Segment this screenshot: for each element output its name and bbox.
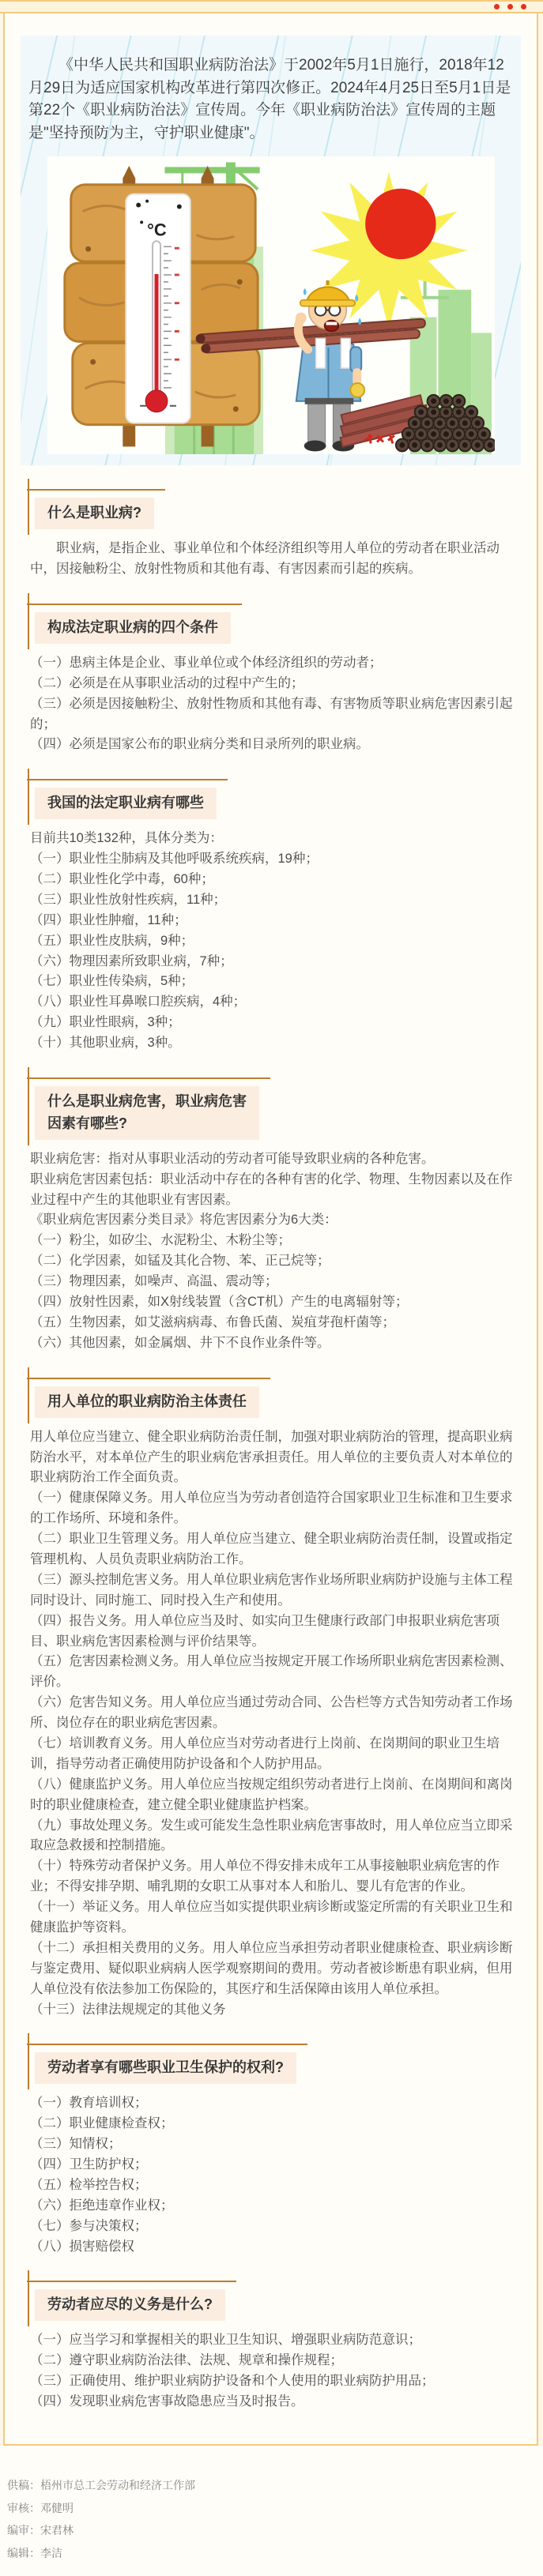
body-paragraph: （一）粉尘，如矽尘、水泥粉尘、木粉尘等； [30,1233,291,1248]
section-body [30,2330,513,2412]
body-paragraph: （九）事故处理义务。发生或可能发生急性职业病危害事故时，用人单位应当立即采取应急救援和控制措施。 [30,1818,513,1853]
bracket-line-icon [28,2033,29,2089]
article-section [30,779,513,1054]
heat-work-illustration [47,156,495,454]
credit-value: 李洁 [40,2546,62,2559]
section-title: 劳动者享有哪些职业卫生保护的权利? [35,2052,296,2084]
window-titlebar [0,0,543,13]
body-paragraph: （三）必须是因接触粉尘、放射性物质和其他有毒、有害物质等职业病危害因素引起的； [30,696,513,731]
section-title: 用人单位的职业病防治主体责任 [35,1386,259,1418]
article-section [30,604,513,755]
body-paragraph: （六）拒绝违章作业权； [30,2198,174,2213]
body-paragraph: （六）物理因素所致职业病，7种； [30,953,233,968]
section-header [27,1077,270,1140]
bracket-line-icon [28,2270,29,2326]
credit-label: 编辑 [7,2546,29,2559]
section-title: 什么是职业病? [35,498,154,529]
body-paragraph: （八）健康监护义务。用人单位应当按规定组织劳动者进行上岗前、在岗期间和离岗时的职业健康检查，建立健全职业健康监护档案。 [30,1777,513,1812]
section-header [27,489,165,529]
body-paragraph: （四）报告义务。用人单位应当及时、如实向卫生健康行政部门申报职业病危害项目、职业病危害因素检测与评价结果等。 [30,1613,500,1649]
credit-label: 供稿 [7,2478,29,2491]
section-title: 我国的法定职业病有哪些 [35,788,217,819]
body-paragraph: （一）健康保障义务。用人单位应当为劳动者创造符合国家职业卫生标准和卫生要求的工作场所、环境和条件。 [30,1491,513,1526]
body-paragraph: 职业病危害：指对从事职业活动的劳动者可能导致职业病的各种危害。 [30,1151,435,1166]
section-body [30,1149,513,1354]
body-paragraph: （二）遵守职业病防治法律、法规、规章和操作规程； [30,2353,343,2368]
body-paragraph: （十三）法律法规规定的其他义务 [30,2002,226,2017]
credit-line [7,2497,527,2520]
body-paragraph: （五）生物因素，如艾滋病病毒、布鲁氏菌、炭疽芽孢杆菌等； [30,1314,395,1329]
body-paragraph: （二）化学因素，如锰及其化合物、苯、正己烷等； [30,1254,330,1269]
body-paragraph: 《职业病危害因素分类目录》将危害因素分为6大类： [30,1213,337,1228]
body-paragraph: （七）职业性传染病，5种； [30,974,194,989]
intro-panel [21,36,521,465]
article-section [30,2281,513,2412]
credit-separator: ： [29,2478,40,2491]
body-paragraph: （四）卫生防护权； [30,2157,148,2172]
section-header [27,2044,307,2084]
window-dot-icon [507,4,513,9]
bracket-line-icon [28,769,29,825]
intro-paragraph: 《中华人民共和国职业病防治法》于2002年5月1日施行，2018年12月29日为适应国家机构改革进行第四次修正。2024年4月25日至5月1日是第22个《职业病防治法》宣传周。今年《职业病防治法》宣传周的主题是"坚持预防为主，守护职业健康"。 [28,57,511,141]
body-paragraph: 职业病，是指企业、事业单位和个体经济组织等用人单位的劳动者在职业活动中，因接触粉尘、放射性物质和其他有毒、有害因素而引起的疾病。 [30,541,500,577]
credit-line [7,2519,527,2542]
credit-label: 编审 [7,2524,29,2537]
body-paragraph: （二）职业健康检查权； [30,2116,174,2131]
credit-separator: ： [29,2501,40,2514]
body-paragraph: （七）参与决策权； [30,2218,148,2233]
credit-value: 邓健明 [40,2501,74,2514]
bracket-line-icon [28,593,29,649]
bracket-line-icon [28,479,29,535]
section-header [27,1378,270,1418]
section-title: 什么是职业病危害，职业病危害 因素有哪些? [35,1086,259,1140]
body-paragraph: （二）职业卫生管理义务。用人单位应当建立、健全职业病防治责任制，设置或指定管理机构、人员负责职业病防治工作。 [30,1532,513,1566]
credit-separator: ： [29,2524,40,2537]
body-paragraph: （三）正确使用、维护职业病防护设备和个人使用的职业病防护用品； [30,2374,435,2389]
section-header [27,2281,236,2321]
body-paragraph: （七）培训教育义务。用人单位应当对劳动者进行上岗前、在岗期间的职业卫生培训，指导劳动者正确使用防护设备和个人防护用品。 [30,1736,500,1771]
body-paragraph: （三）源头控制危害义务。用人单位职业病危害作业场所职业病防护设施与主体工程同时设计、同时施工、同时投入生产和使用。 [30,1572,513,1608]
body-paragraph: 目前共10类132种，具体分类为： [30,831,223,846]
article-sections [5,489,537,2412]
section-header [27,604,242,644]
body-paragraph: 用人单位应当建立、健全职业病防治责任制，加强对职业病防治的管理，提高职业病防治水平，对本单位产生的职业病危害承担责任。用人单位的主要负责人对本单位的职业病防治工作全面负责。 [30,1429,513,1485]
body-paragraph: （二）职业性化学中毒，60种； [30,872,214,887]
body-paragraph: （五）职业性皮肤病，9种； [30,933,194,948]
body-paragraph: （三）职业性放射性疾病，11种； [30,892,227,907]
body-paragraph: 职业病危害因素包括：职业活动中存在的各种有害的化学、物理、生物因素以及在作业过程中产生的其他职业有害因素。 [30,1171,513,1207]
body-paragraph: （五）检举控告权； [30,2177,148,2192]
body-paragraph: （四）放射性因素，如X射线装置（含CT机）产生的电离辐射等； [30,1295,409,1310]
section-body [30,539,513,580]
body-paragraph: （十）其他职业病，3种。 [30,1036,181,1051]
section-body [30,2093,513,2257]
body-paragraph: （九）职业性眼病，3种； [30,1015,181,1030]
article-section [30,1378,513,2021]
body-paragraph: （三）物理因素，如噪声、高温、震动等； [30,1274,278,1289]
section-title: 构成法定职业病的四个条件 [35,612,231,644]
body-paragraph: （一）患病主体是企业、事业单位或个体经济组织的劳动者； [30,655,383,670]
bracket-line-icon [28,1067,29,1145]
body-paragraph: （八）损害赔偿权 [30,2239,134,2254]
section-header [27,779,228,819]
credit-line [7,2542,527,2565]
section-body [30,653,513,755]
article-section [30,2044,513,2257]
sun-icon [365,189,436,259]
body-paragraph: （八）职业性耳鼻喉口腔疾病，4种； [30,995,247,1010]
body-paragraph: （四）职业性肿瘤，11种； [30,912,187,927]
body-paragraph: （六）危害告知义务。用人单位应当通过劳动合同、公告栏等方式告知劳动者工作场所、岗位存在的职业病危害因素。 [30,1695,513,1731]
body-paragraph: （五）危害因素检测义务。用人单位应当按规定开展工作场所职业病危害因素检测、评价。 [30,1654,513,1690]
credit-label: 审核 [7,2501,29,2514]
section-body [30,829,513,1054]
credit-value: 梧州市总工会劳动和经济工作部 [40,2478,195,2491]
body-paragraph: （三）知情权； [30,2137,122,2152]
thermometer-unit-label: °C [146,220,167,240]
body-paragraph: （一）教育培训权； [30,2096,148,2111]
body-paragraph: （一）职业性尘肺病及其他呼吸系统疾病，19种； [30,852,319,867]
bracket-line-icon [28,1367,29,1423]
article-card [3,13,538,2446]
article-section [30,489,513,580]
credit-separator: ： [29,2546,40,2559]
body-paragraph: （十）特殊劳动者保护义务。用人单位不得安排未成年工从事接触职业病危害的作业；不得安排孕期、哺乳期的女职工从事对本人和胎儿、婴儿有危害的作业。 [30,1859,500,1894]
section-body [30,1427,513,2021]
body-paragraph: （四）发现职业病危害事故隐患应当及时报告。 [30,2394,304,2409]
body-paragraph: （十一）举证义务。用人单位应当如实提供职业病诊断或鉴定所需的有关职业卫生和健康监护等资料。 [30,1900,513,1935]
article-section [30,1077,513,1354]
body-paragraph: （十二）承担相关费用的义务。用人单位应当承担劳动者职业健康检查、职业病诊断与鉴定费用、疑似职业病病人医学观察期间的费用。劳动者被诊断患有职业病，但用人单位没有依法参加工伤保险的，其医疗和生活保障由该用人单位承担。 [30,1940,513,1996]
credit-value: 宋君林 [40,2524,74,2537]
body-paragraph: （二）必须是在从事职业活动的过程中产生的； [30,675,304,690]
credit-line [7,2474,527,2497]
credits-footer [0,2446,543,2576]
window-dot-icon [521,4,526,9]
thermometer-sign [64,166,258,446]
body-paragraph: （四）必须是国家公布的职业病分类和目录所列的职业病。 [30,737,369,752]
section-title: 劳动者应尽的义务是什么? [35,2289,225,2321]
body-paragraph: （六）其他因素，如金属烟、井下不良作业条件等。 [30,1335,330,1350]
body-paragraph: （一）应当学习和掌握相关的职业卫生知识、增强职业病防范意识； [30,2333,421,2348]
window-dot-icon [494,4,500,9]
